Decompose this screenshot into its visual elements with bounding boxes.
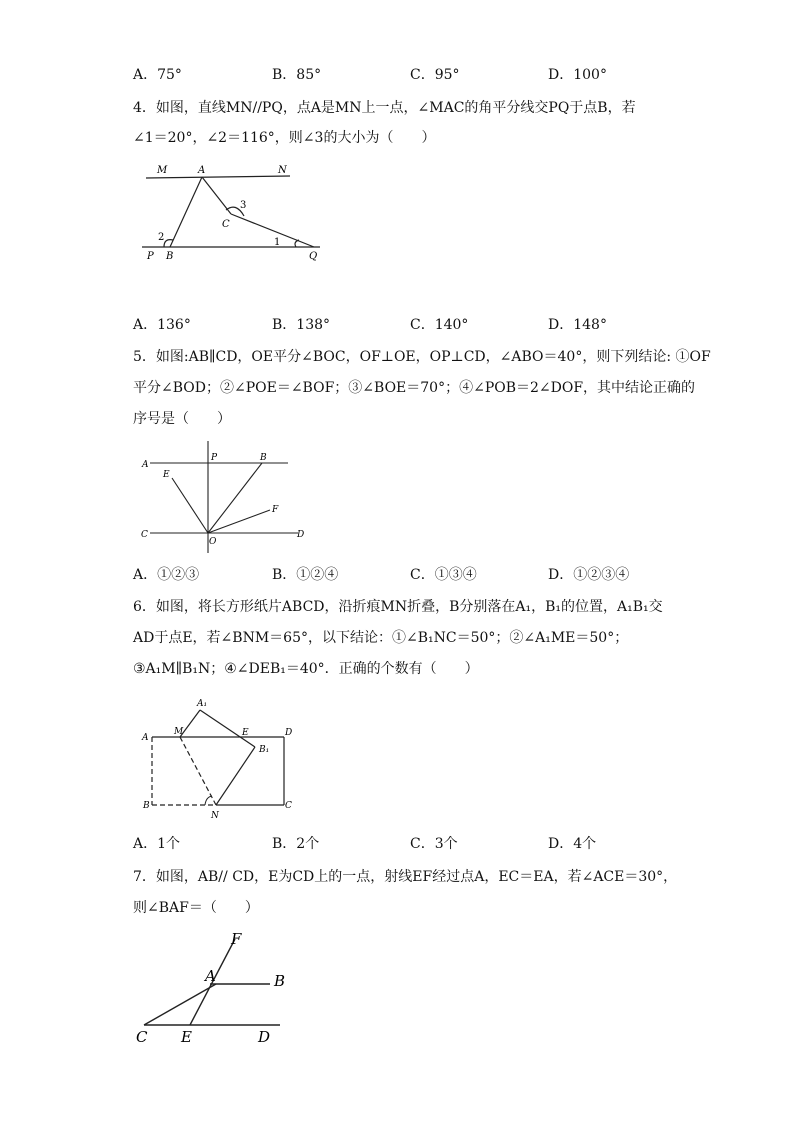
q6-label-a: A bbox=[142, 733, 149, 743]
q6-label-b: B bbox=[143, 801, 150, 811]
q4-figure bbox=[130, 158, 330, 268]
q7-label-a: A bbox=[205, 967, 216, 985]
q6-option-b: B．2个 bbox=[272, 836, 320, 852]
q5-option-a: A．①②③ bbox=[133, 567, 200, 583]
q6-figure bbox=[138, 692, 308, 824]
q5-option-c: C．①③④ bbox=[410, 567, 477, 583]
q4-label-q: Q bbox=[309, 251, 318, 262]
q7-label-c: C bbox=[136, 1028, 148, 1046]
q3-option-b: B．85° bbox=[272, 67, 322, 83]
q7-stem-line2: 则∠BAF＝（ ） bbox=[133, 900, 259, 916]
q5-label-p: P bbox=[211, 453, 218, 463]
q5-option-b: B．①②④ bbox=[272, 567, 339, 583]
q4-stem-line2: ∠1＝20°，∠2＝116°，则∠3的大小为（ ） bbox=[133, 130, 436, 146]
q5-label-f: F bbox=[272, 505, 279, 515]
q4-label-a: A bbox=[198, 165, 206, 176]
q7-label-d: D bbox=[258, 1028, 271, 1046]
q5-option-d: D．①②③④ bbox=[548, 567, 630, 583]
q7-figure bbox=[130, 924, 300, 1054]
q7-label-b: B bbox=[274, 972, 286, 990]
q6-stem-line2: AD于点E，若∠BNM＝65°，以下结论：①∠B₁NC＝50°；②∠A₁ME＝50°； bbox=[133, 630, 629, 646]
q7-label-e: E bbox=[181, 1028, 192, 1046]
q6-label-d: D bbox=[285, 728, 293, 738]
q6-stem-line3: ③A₁M∥B₁N；④∠DEB₁＝40°．正确的个数有（ ） bbox=[133, 661, 479, 677]
q6-label-e: E bbox=[242, 728, 249, 738]
q6-label-m: M bbox=[174, 727, 184, 737]
q4-option-c: C．140° bbox=[410, 317, 469, 333]
q4-label-2: 2 bbox=[158, 232, 165, 243]
q6-label-n: N bbox=[211, 811, 219, 821]
q5-label-o: O bbox=[209, 537, 217, 547]
q6-option-d: D．4个 bbox=[548, 836, 597, 852]
q4-label-3: 3 bbox=[240, 200, 247, 211]
q6-stem-line1: 6．如图，将长方形纸片ABCD，沿折痕MN折叠，B分别落在A₁，B₁的位置，A₁B₁交 bbox=[133, 599, 663, 615]
q4-label-b: B bbox=[166, 251, 174, 262]
q5-stem-line2: 平分∠BOD；②∠POE＝∠BOF；③∠BOE＝70°；④∠POB＝2∠DOF，其中结论正确的 bbox=[133, 380, 696, 396]
q4-label-p: P bbox=[147, 251, 154, 262]
q6-label-b1: B₁ bbox=[259, 745, 270, 755]
q4-label-n: N bbox=[278, 165, 287, 176]
q3-option-a: A．75° bbox=[133, 67, 182, 83]
q5-label-d: D bbox=[297, 530, 305, 540]
q5-label-b: B bbox=[260, 453, 267, 463]
q5-label-e: E bbox=[163, 470, 170, 480]
q4-option-d: D．148° bbox=[548, 317, 607, 333]
q4-label-c: C bbox=[222, 219, 230, 230]
q5-stem-line1: 5．如图:AB∥CD，OE平分∠BOC，OF⊥OE，OP⊥CD，∠ABO＝40°，则下列结论: ①OF bbox=[133, 349, 711, 365]
q5-label-c: C bbox=[141, 530, 148, 540]
q4-stem-line1: 4．如图，直线MN//PQ，点A是MN上一点，∠MAC的角平分线交PQ于点B，若 bbox=[133, 100, 636, 116]
q5-figure bbox=[138, 438, 308, 558]
q4-option-b: B．138° bbox=[272, 317, 331, 333]
q7-stem-line1: 7．如图，AB// CD，E为CD上的一点，射线EF经过点A，EC＝EA，若∠ACE＝30°， bbox=[133, 869, 678, 885]
q6-option-a: A．1个 bbox=[133, 836, 181, 852]
q6-label-c: C bbox=[285, 801, 292, 811]
q4-label-1: 1 bbox=[274, 237, 281, 248]
q5-label-a: A bbox=[142, 460, 149, 470]
q3-option-c: C．95° bbox=[410, 67, 460, 83]
q5-stem-line3: 序号是（ ） bbox=[133, 411, 231, 427]
q4-label-m: M bbox=[157, 165, 168, 176]
q4-option-a: A．136° bbox=[133, 317, 191, 333]
q7-label-f: F bbox=[231, 930, 242, 948]
q6-option-c: C．3个 bbox=[410, 836, 458, 852]
q6-label-a1: A₁ bbox=[197, 699, 208, 709]
q3-option-d: D．100° bbox=[548, 67, 607, 83]
